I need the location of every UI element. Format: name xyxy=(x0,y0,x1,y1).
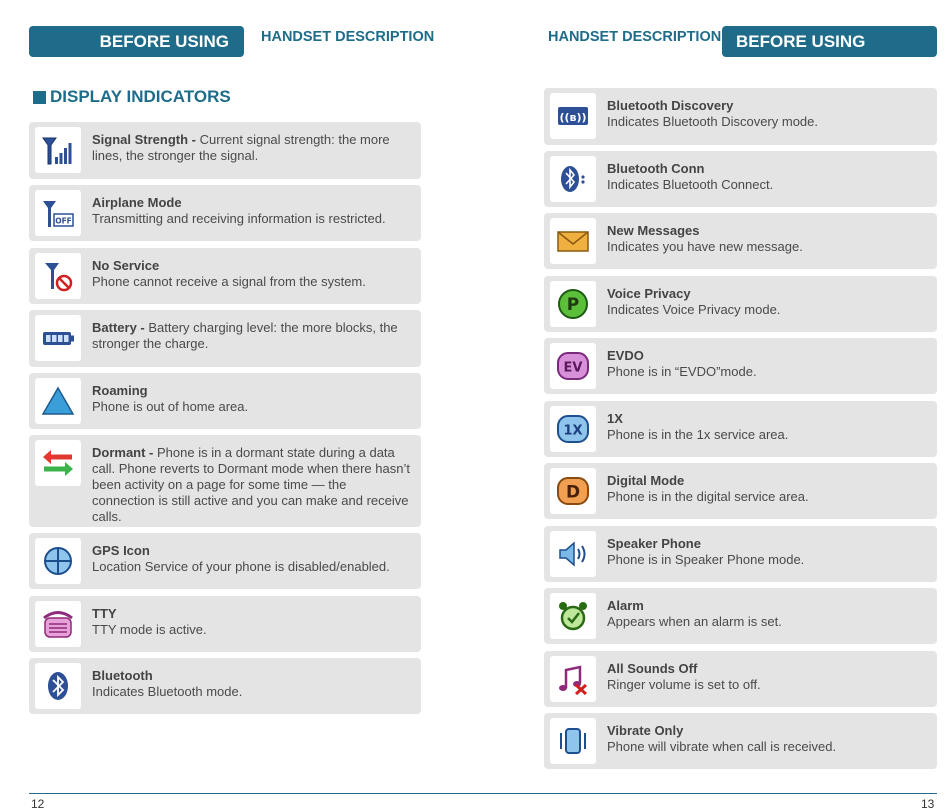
indicator-card xyxy=(29,596,421,652)
indicator-text xyxy=(92,258,411,290)
indicator-text xyxy=(92,320,411,352)
footer-rule xyxy=(29,793,937,794)
indicator-desc: TTY mode is active. xyxy=(92,622,207,637)
indicator-title: No Service xyxy=(92,258,160,273)
indicator-title: Speaker Phone xyxy=(607,536,701,551)
indicator-title: EVDO xyxy=(607,348,644,363)
privacy-glyph: P xyxy=(566,295,580,315)
section-title-text: DISPLAY INDICATORS xyxy=(50,87,231,106)
indicator-card xyxy=(29,373,421,429)
indicator-card xyxy=(544,213,937,269)
all-sounds-off-icon xyxy=(550,656,596,702)
indicator-card xyxy=(29,533,421,589)
indicator-desc: Phone will vibrate when call is received. xyxy=(607,739,837,754)
indicator-title: Roaming xyxy=(92,383,148,398)
indicator-desc: Phone is in Speaker Phone mode. xyxy=(607,552,805,567)
indicator-card xyxy=(29,310,421,367)
indicator-title: Voice Privacy xyxy=(607,286,691,301)
indicator-desc: Indicates Bluetooth mode. xyxy=(92,684,243,699)
indicator-text xyxy=(607,661,927,693)
evdo-glyph: EV xyxy=(563,360,583,376)
indicator-card xyxy=(29,248,421,304)
indicator-title: Digital Mode xyxy=(607,473,685,488)
indicator-text xyxy=(607,473,927,505)
indicator-card xyxy=(29,185,421,241)
indicator-card xyxy=(544,338,937,394)
indicator-desc: Indicates Bluetooth Connect. xyxy=(607,177,774,192)
digital-mode-icon xyxy=(550,468,596,514)
indicator-card xyxy=(544,401,937,457)
indicator-text xyxy=(92,445,411,525)
1x-icon xyxy=(550,406,596,452)
indicator-title: Bluetooth xyxy=(92,668,153,683)
indicator-desc: Appears when an alarm is set. xyxy=(607,614,782,629)
dormant-icon xyxy=(35,440,81,486)
indicator-desc: Phone cannot receive a signal from the system. xyxy=(92,274,366,289)
digital-glyph: D xyxy=(565,482,581,503)
indicator-text xyxy=(92,383,411,415)
indicator-title: Airplane Mode xyxy=(92,195,182,210)
indicator-text xyxy=(92,606,411,638)
indicator-title: GPS Icon xyxy=(92,543,150,558)
bluetooth-discovery-icon xyxy=(550,93,596,139)
indicator-card xyxy=(544,151,937,207)
section-square-icon xyxy=(33,91,46,104)
indicator-desc: Indicates you have new message. xyxy=(607,239,803,254)
new-message-icon xyxy=(550,218,596,264)
indicator-card xyxy=(544,276,937,332)
indicator-title: All Sounds Off xyxy=(607,661,698,676)
indicator-title: Alarm xyxy=(607,598,644,613)
indicator-card xyxy=(544,526,937,582)
indicator-text xyxy=(607,536,927,568)
voice-privacy-icon xyxy=(550,281,596,327)
gps-icon xyxy=(35,538,81,584)
indicator-card xyxy=(544,463,937,519)
indicator-card xyxy=(544,651,937,707)
indicator-desc: Location Service of your phone is disabled/enabled. xyxy=(92,559,390,574)
section-title xyxy=(33,87,231,107)
indicator-card xyxy=(544,588,937,644)
right-section-pill: BEFORE USING xyxy=(722,26,937,57)
indicator-text xyxy=(607,723,927,755)
no-service-icon xyxy=(35,253,81,299)
indicator-title: 1X xyxy=(607,411,623,426)
bluetooth-connect-icon xyxy=(550,156,596,202)
indicator-desc: Battery charging level: the more blocks, the stronger the charge. xyxy=(92,320,398,351)
indicator-title: Dormant - xyxy=(92,445,157,460)
indicator-text xyxy=(92,543,411,575)
indicator-desc: Phone is in the 1x service area. xyxy=(607,427,789,442)
indicator-card xyxy=(29,658,421,714)
indicator-desc: Indicates Bluetooth Discovery mode. xyxy=(607,114,818,129)
speaker-phone-icon xyxy=(550,531,596,577)
indicator-desc: Phone is in a dormant state during a data call. Phone reverts to Dormant mode when there hasn’t been activity on a page for some time — the connection is still active and you can make and receive calls. xyxy=(92,445,410,524)
indicator-text xyxy=(607,598,927,630)
indicator-title: Battery - xyxy=(92,320,149,335)
alarm-icon xyxy=(550,593,596,639)
indicator-desc: Phone is out of home area. xyxy=(92,399,249,414)
indicator-desc: Phone is in the digital service area. xyxy=(607,489,809,504)
indicator-text xyxy=(607,348,927,380)
indicator-text xyxy=(607,223,927,255)
indicator-title: Signal Strength - xyxy=(92,132,200,147)
indicator-card xyxy=(29,122,421,179)
indicator-title: Bluetooth Conn xyxy=(607,161,705,176)
onex-glyph: 1X xyxy=(563,423,583,439)
airplane-mode-icon xyxy=(35,190,81,236)
indicator-desc: Ringer volume is set to off. xyxy=(607,677,761,692)
indicator-title: Vibrate Only xyxy=(607,723,684,738)
battery-icon xyxy=(35,315,81,361)
vibrate-only-icon xyxy=(550,718,596,764)
indicator-text xyxy=(92,132,411,164)
left-header: HANDSET DESCRIPTION xyxy=(261,29,435,45)
indicator-title: Bluetooth Discovery xyxy=(607,98,734,113)
indicator-card xyxy=(29,435,421,527)
left-section-pill: BEFORE USING xyxy=(29,26,244,57)
indicator-desc: Indicates Voice Privacy mode. xyxy=(607,302,781,317)
svg-text:((ʙ)): ((ʙ)) xyxy=(559,111,587,124)
indicator-card xyxy=(544,88,937,145)
indicator-text xyxy=(92,668,411,700)
right-header: HANDSET DESCRIPTION xyxy=(548,29,722,45)
evdo-icon xyxy=(550,343,596,389)
signal-strength-icon xyxy=(35,127,81,173)
indicator-title: New Messages xyxy=(607,223,700,238)
indicator-desc: Phone is in “EVDO”mode. xyxy=(607,364,757,379)
bluetooth-icon xyxy=(35,663,81,709)
tty-icon xyxy=(35,601,81,647)
roaming-icon xyxy=(35,378,81,424)
indicator-desc: Current signal strength: the more lines, the stronger the signal. xyxy=(92,132,390,163)
svg-text:OFF: OFF xyxy=(55,216,72,226)
indicator-desc: Transmitting and receiving information is restricted. xyxy=(92,211,386,226)
indicator-text xyxy=(607,286,927,318)
page-number-left: 12 xyxy=(31,797,45,811)
indicator-card xyxy=(544,713,937,769)
indicator-text xyxy=(607,161,927,193)
indicator-text xyxy=(607,98,927,130)
indicator-title: TTY xyxy=(92,606,117,621)
indicator-text xyxy=(92,195,411,227)
indicator-text xyxy=(607,411,927,443)
page-number-right: 13 xyxy=(921,797,935,811)
